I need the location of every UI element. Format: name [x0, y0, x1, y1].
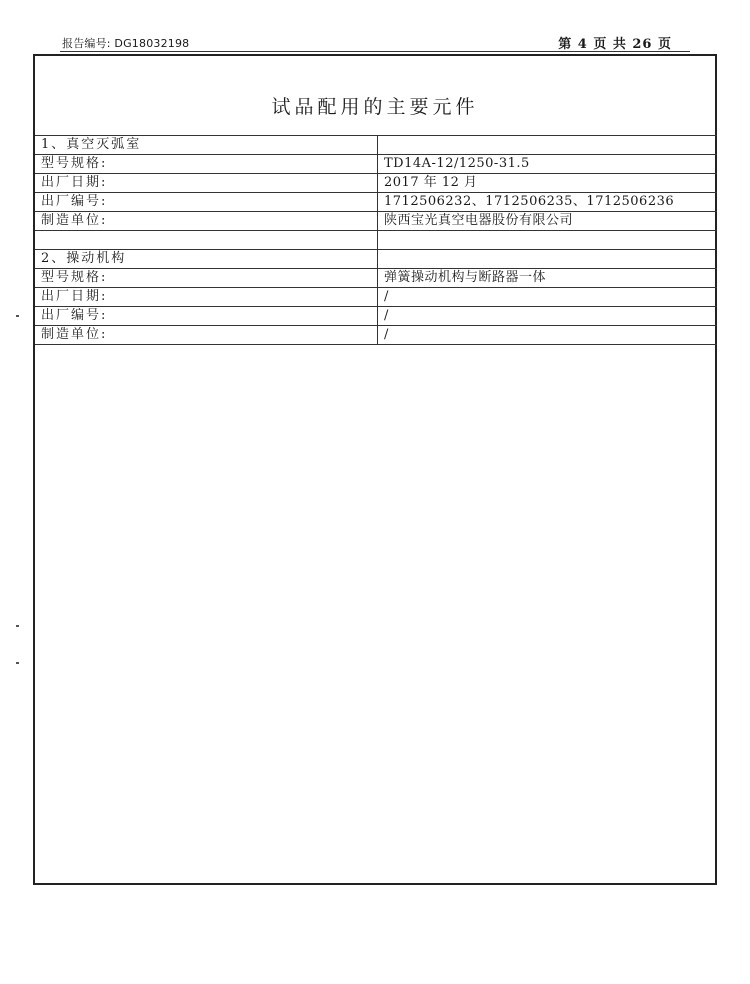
section-heading-value — [378, 136, 718, 155]
field-label: 出厂日期: — [35, 288, 378, 307]
field-label: 出厂日期: — [35, 174, 378, 193]
spacer-cell — [378, 231, 718, 250]
field-label: 型号规格: — [35, 155, 378, 174]
field-label: 出厂编号: — [35, 193, 378, 212]
table-row — [35, 269, 717, 288]
field-label: 制造单位: — [35, 326, 378, 345]
section-heading-row — [35, 250, 717, 269]
table-row — [35, 307, 717, 326]
section-heading-row — [35, 136, 717, 155]
table-row — [35, 288, 717, 307]
document-frame — [33, 54, 717, 885]
components-table — [35, 135, 717, 345]
report-number: 报告编号: DG18032198 — [62, 37, 190, 50]
page-title: 试品配用的主要元件 — [271, 96, 479, 118]
scan-speck — [16, 662, 19, 664]
table-row — [35, 174, 717, 193]
page-indicator: 第 4 页 共 26 页 — [558, 37, 672, 52]
field-value: 弹簧操动机构与断路器一体 — [378, 269, 718, 288]
field-label: 型号规格: — [35, 269, 378, 288]
table-row — [35, 155, 717, 174]
field-value: / — [378, 326, 718, 345]
header-divider — [60, 51, 690, 52]
field-label: 制造单位: — [35, 212, 378, 231]
scan-speck — [16, 625, 19, 627]
table-row — [35, 212, 717, 231]
section-heading: 2、操动机构 — [35, 250, 378, 269]
table-row — [35, 193, 717, 212]
field-label: 出厂编号: — [35, 307, 378, 326]
table-row — [35, 326, 717, 345]
field-value: / — [378, 307, 718, 326]
field-value: / — [378, 288, 718, 307]
section-heading: 1、真空灭弧室 — [35, 136, 378, 155]
field-value: TD14A-12/1250-31.5 — [378, 155, 718, 174]
field-value: 1712506232、1712506235、1712506236 — [378, 193, 718, 212]
spacer-row — [35, 231, 717, 250]
section-heading-value — [378, 250, 718, 269]
scan-speck — [16, 315, 19, 317]
spacer-cell — [35, 231, 378, 250]
field-value: 2017 年 12 月 — [378, 174, 718, 193]
field-value: 陕西宝光真空电器股份有限公司 — [378, 212, 718, 231]
